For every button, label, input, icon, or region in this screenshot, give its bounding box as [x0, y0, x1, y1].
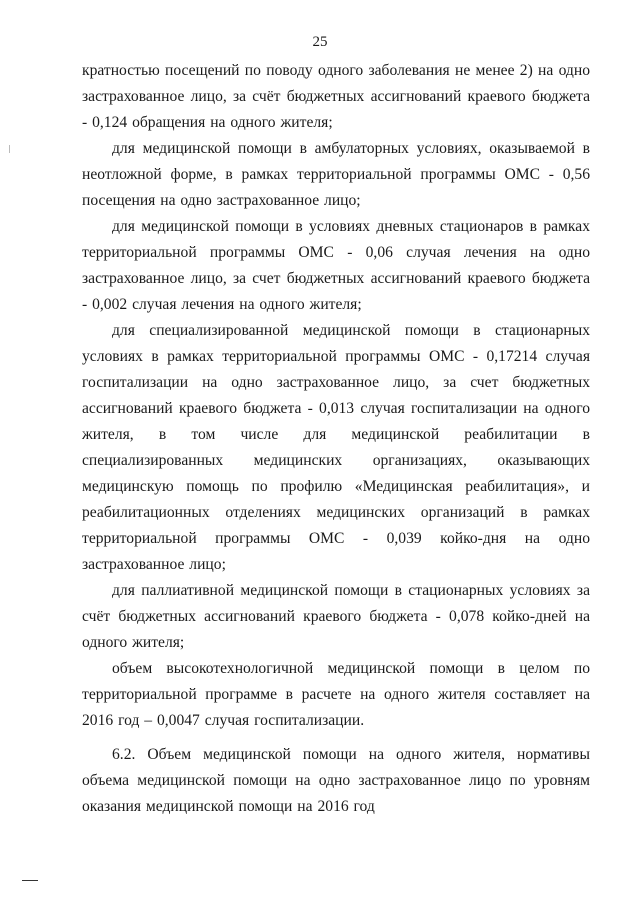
document-body: [82, 58, 590, 820]
paragraph-specialized-inpatient: для специализированной медицинской помощи в стационарных условиях в рамках территориальной программы ОМС - 0,17214 случая госпитализации на одно застрахованное лицо, за счет бюджетных ассигнований краевого бюджета - 0,013 случая госпитализации на одного жителя, в том числе для медицинской реабилитации в специализированных медицинских организациях, оказывающих медицинскую помощь по профилю «Медицинская реабилитация», и реабилитационных отделениях медицинских организаций в рамках территориальной программы ОМС - 0,039 койко-дня на одно застрахованное лицо;: [82, 322, 590, 573]
section-heading-6-2: 6.2. Объем медицинской помощи на одного жителя, нормативы объема медицинской помощи на одно застрахованное лицо по уровням оказания медицинской помощи на 2016 год: [82, 746, 590, 815]
paragraph-continuation: кратностью посещений по поводу одного заболевания не менее 2) на одно застрахованное лицо, за счёт бюджетных ассигнований краевого бюджета - 0,124 обращения на одного жителя;: [82, 62, 590, 131]
paragraph-high-tech: объем высокотехнологичной медицинской помощи в целом по территориальной программе в расчете на одного жителя составляет на 2016 год – 0,0047 случая госпитализации.: [82, 660, 590, 729]
paragraph-palliative: для паллиативной медицинской помощи в стационарных условиях за счёт бюджетных ассигнований краевого бюджета - 0,078 койко-дней на одного жителя;: [82, 582, 590, 651]
page-number: 25: [312, 34, 328, 50]
footer-dash: [22, 880, 38, 881]
paragraph-day-hospital: для медицинской помощи в условиях дневных стационаров в рамках территориальной программы ОМС - 0,06 случая лечения на одно застрахованное лицо, за счет бюджетных ассигнований краевого бюджета - 0,002 случая лечения на одного жителя;: [82, 218, 590, 313]
paragraph-emergency-outpatient: для медицинской помощи в амбулаторных условиях, оказываемой в неотложной форме, в рамках территориальной программы ОМС - 0,56 посещения на одно застрахованное лицо;: [82, 140, 590, 209]
margin-mark: [9, 145, 10, 153]
